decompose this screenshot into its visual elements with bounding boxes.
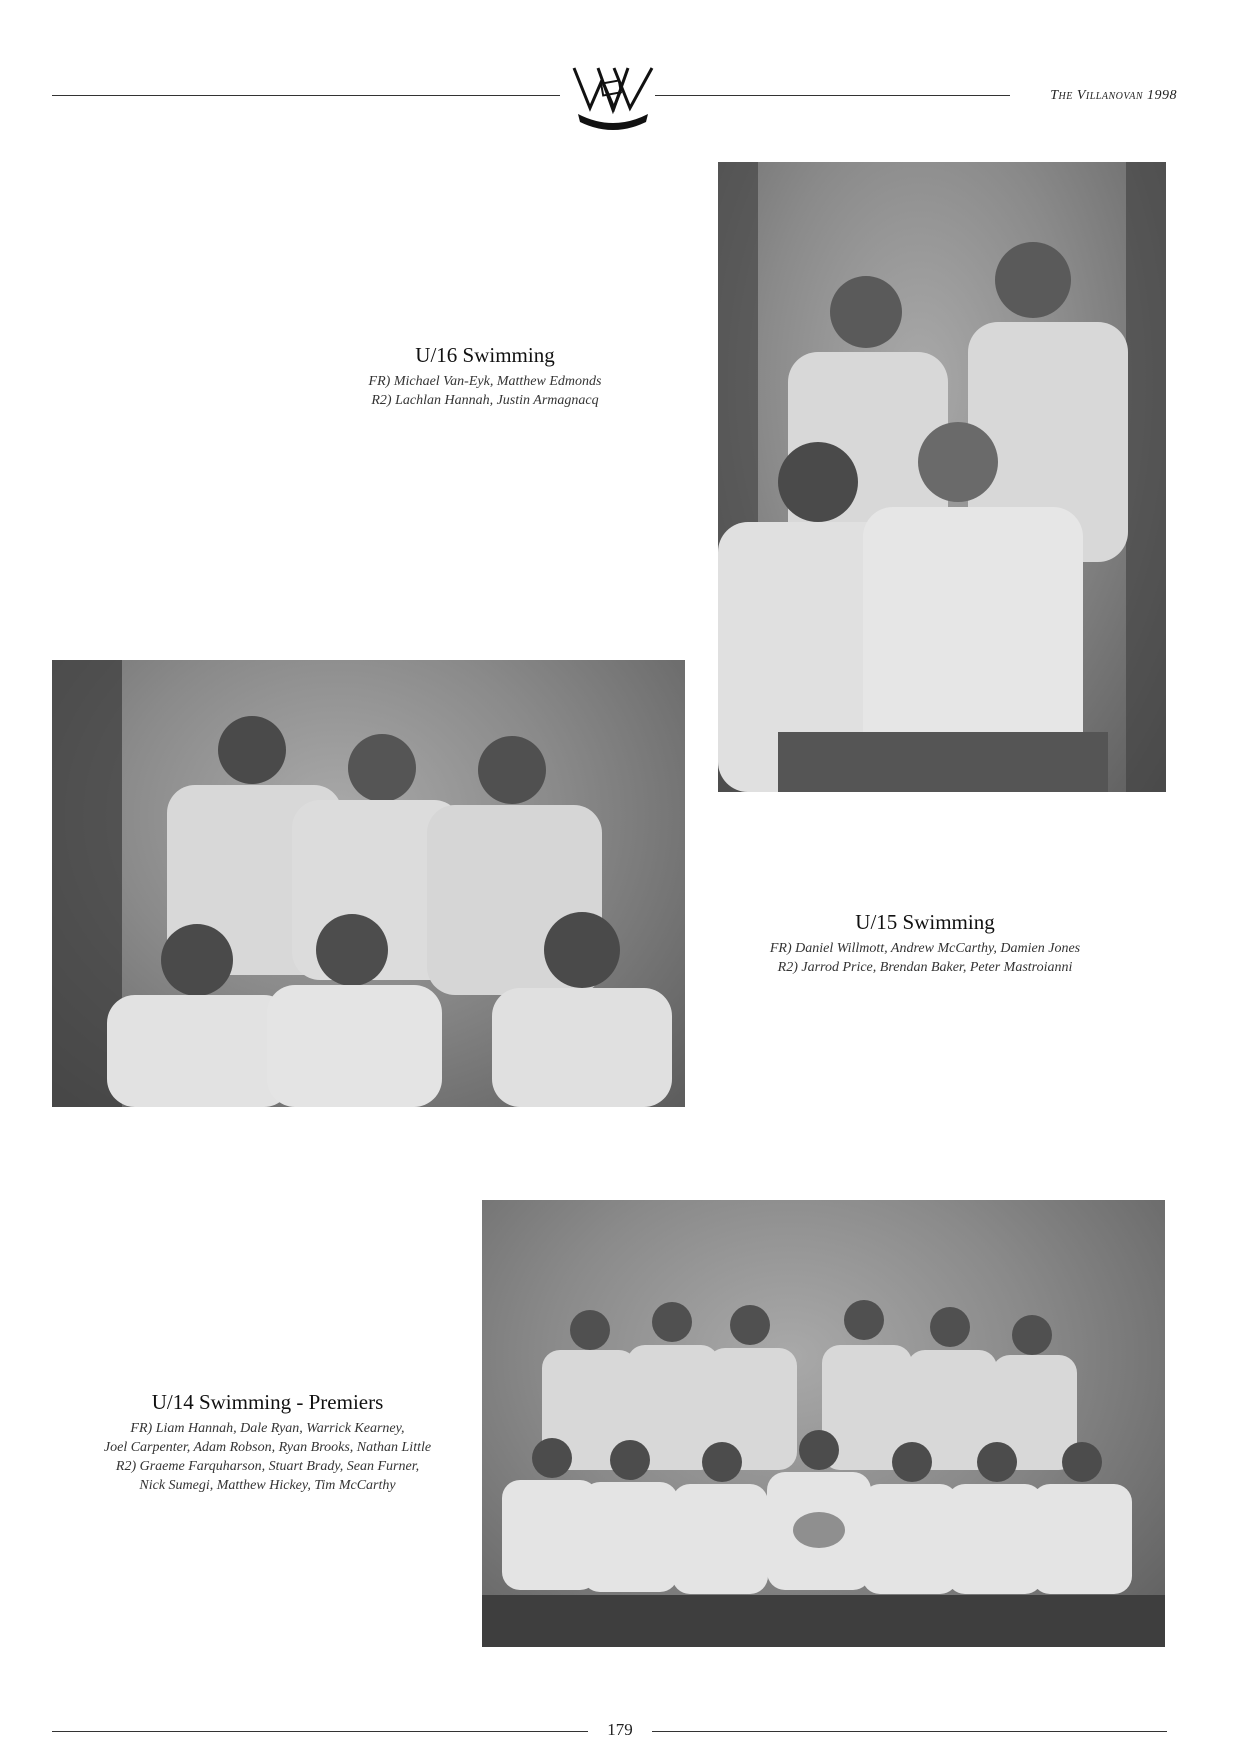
publication-title: The Villanovan 1998 xyxy=(1050,88,1177,103)
u14-row2-line2: Nick Sumegi, Matthew Hickey, Tim McCarthy xyxy=(139,1478,396,1493)
u14-front-row-line2: Joel Carpenter, Adam Robson, Ryan Brooks, Nathan Little xyxy=(103,1440,432,1455)
u15-team-photo xyxy=(52,660,685,1107)
u14-title: U/14 Swimming - Premiers xyxy=(151,1390,384,1414)
u15-team-photo-figures xyxy=(52,660,685,1107)
header-rule-left xyxy=(52,95,560,96)
u16-team-photo-figures xyxy=(718,162,1166,792)
u14-team-photo-figures xyxy=(482,1200,1165,1647)
u14-front-row-line1: FR) Liam Hannah, Dale Ryan, Warrick Kearney, xyxy=(130,1421,405,1436)
u14-row2-line1: R2) Graeme Farquharson, Stuart Brady, Sean Furner, xyxy=(115,1459,420,1474)
footer-rule-left xyxy=(52,1731,588,1732)
crest-logo xyxy=(568,62,658,134)
u15-title: U/15 Swimming xyxy=(855,910,995,934)
u16-title: U/16 Swimming xyxy=(415,343,555,367)
u14-caption xyxy=(60,1390,475,1495)
page-number: 179 xyxy=(607,1720,633,1739)
u16-team-photo xyxy=(718,162,1166,792)
u15-caption xyxy=(715,910,1135,977)
u16-caption xyxy=(320,343,650,410)
u16-front-row: FR) Michael Van-Eyk, Matthew Edmonds xyxy=(368,374,602,389)
footer-rule-right xyxy=(652,1731,1167,1732)
u15-row2: R2) Jarrod Price, Brendan Baker, Peter Mastroianni xyxy=(777,960,1073,975)
u14-team-photo xyxy=(482,1200,1165,1647)
u15-front-row: FR) Daniel Willmott, Andrew McCarthy, Damien Jones xyxy=(769,941,1081,956)
u16-row2: R2) Lachlan Hannah, Justin Armagnacq xyxy=(371,393,599,408)
header-rule-right xyxy=(655,95,1010,96)
